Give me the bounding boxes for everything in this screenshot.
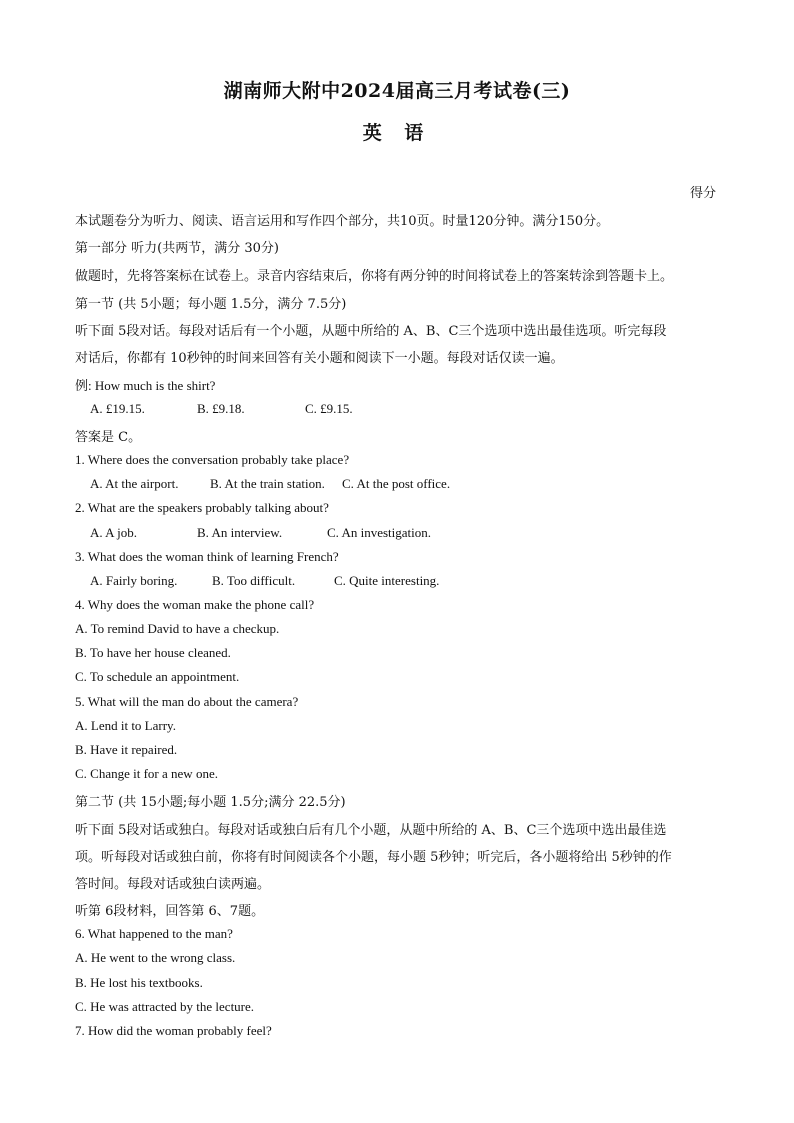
score-label: 得分 <box>690 186 717 201</box>
question-text: 5. What will the man do about the camera? <box>75 694 299 709</box>
answer-option: C. Change it for a new one. <box>75 766 218 781</box>
part1-note: 做题时，先将答案标在试卷上。录音内容结束后，你将有两分钟的时间将试卷上的答案转涂到答题卡上。 <box>75 269 674 284</box>
example-answer: 答案是 C。 <box>75 430 142 445</box>
section2-instruction: 听下面 5段对话或独白。每段对话或独白后有几个小题，从题中所给的 A、B、C三个选项中选出最佳选 <box>75 823 667 838</box>
answer-option: A. He went to the wrong class. <box>75 950 236 965</box>
answer-option: B. He lost his textbooks. <box>75 975 203 990</box>
exam-overview: 本试题卷分为听力、阅读、语言运用和写作四个部分，共10页。时量120分钟。满分150分。 <box>75 214 610 229</box>
section1-heading: 第一节 (共 5小题；每小题 1.5分，满分 7.5分) <box>75 297 347 312</box>
section2-heading: 第二节 (共 15小题;每小题 1.5分;满分 22.5分) <box>75 795 346 810</box>
section2-instruction: 答时间。每段对话或独白读两遍。 <box>75 877 271 892</box>
example-option: A. £19.15. <box>90 401 145 416</box>
answer-option: C. He was attracted by the lecture. <box>75 999 255 1014</box>
question-text: 6. What happened to the man? <box>75 926 233 941</box>
question-text: 1. Where does the conversation probably take place? <box>75 452 350 467</box>
material-heading: 听第 6段材料，回答第 6、7题。 <box>75 904 265 919</box>
question-text: 3. What does the woman think of learning French? <box>75 549 339 564</box>
answer-option: B. An interview. <box>197 525 283 540</box>
question-text: 7. How did the woman probably feel? <box>75 1023 272 1038</box>
answer-option: C. To schedule an appointment. <box>75 669 240 684</box>
example-option: C. £9.15. <box>305 401 353 416</box>
part1-heading: 第一部分 听力(共两节，满分 30分) <box>75 241 279 256</box>
page-title: 湖南师大附中2024届高三月考试卷(三) <box>223 80 571 102</box>
section2-instruction: 项。听每段对话或独白前，你将有时间阅读各个小题，每小题 5秒钟；听完后，各小题将给出 5秒钟的作 <box>75 850 672 865</box>
answer-option: A. A job. <box>90 525 137 540</box>
subject-title: 英 语 <box>362 122 432 144</box>
answer-option: A. Fairly boring. <box>90 573 178 588</box>
answer-option: A. Lend it to Larry. <box>75 718 176 733</box>
answer-option: C. An investigation. <box>327 525 431 540</box>
section1-instruction: 对话后，你都有 10秒钟的时间来回答有关小题和阅读下一小题。每段对话仅读一遍。 <box>75 351 564 366</box>
answer-option: B. To have her house cleaned. <box>75 645 231 660</box>
question-text: 2. What are the speakers probably talking about? <box>75 500 329 515</box>
answer-option: A. At the airport. <box>90 476 179 491</box>
answer-option: B. Too difficult. <box>212 573 296 588</box>
answer-option: B. At the train station. <box>210 476 325 491</box>
question-text: 4. Why does the woman make the phone call? <box>75 597 315 612</box>
answer-option: C. Quite interesting. <box>334 573 440 588</box>
example-question: 例: How much is the shirt? <box>75 378 216 393</box>
section1-instruction: 听下面 5段对话。每段对话后有一个小题，从题中所给的 A、B、C三个选项中选出最佳选项。听完每段 <box>75 324 667 339</box>
example-option: B. £9.18. <box>197 401 245 416</box>
answer-option: A. To remind David to have a checkup. <box>75 621 280 636</box>
answer-option: C. At the post office. <box>342 476 451 491</box>
answer-option: B. Have it repaired. <box>75 742 178 757</box>
